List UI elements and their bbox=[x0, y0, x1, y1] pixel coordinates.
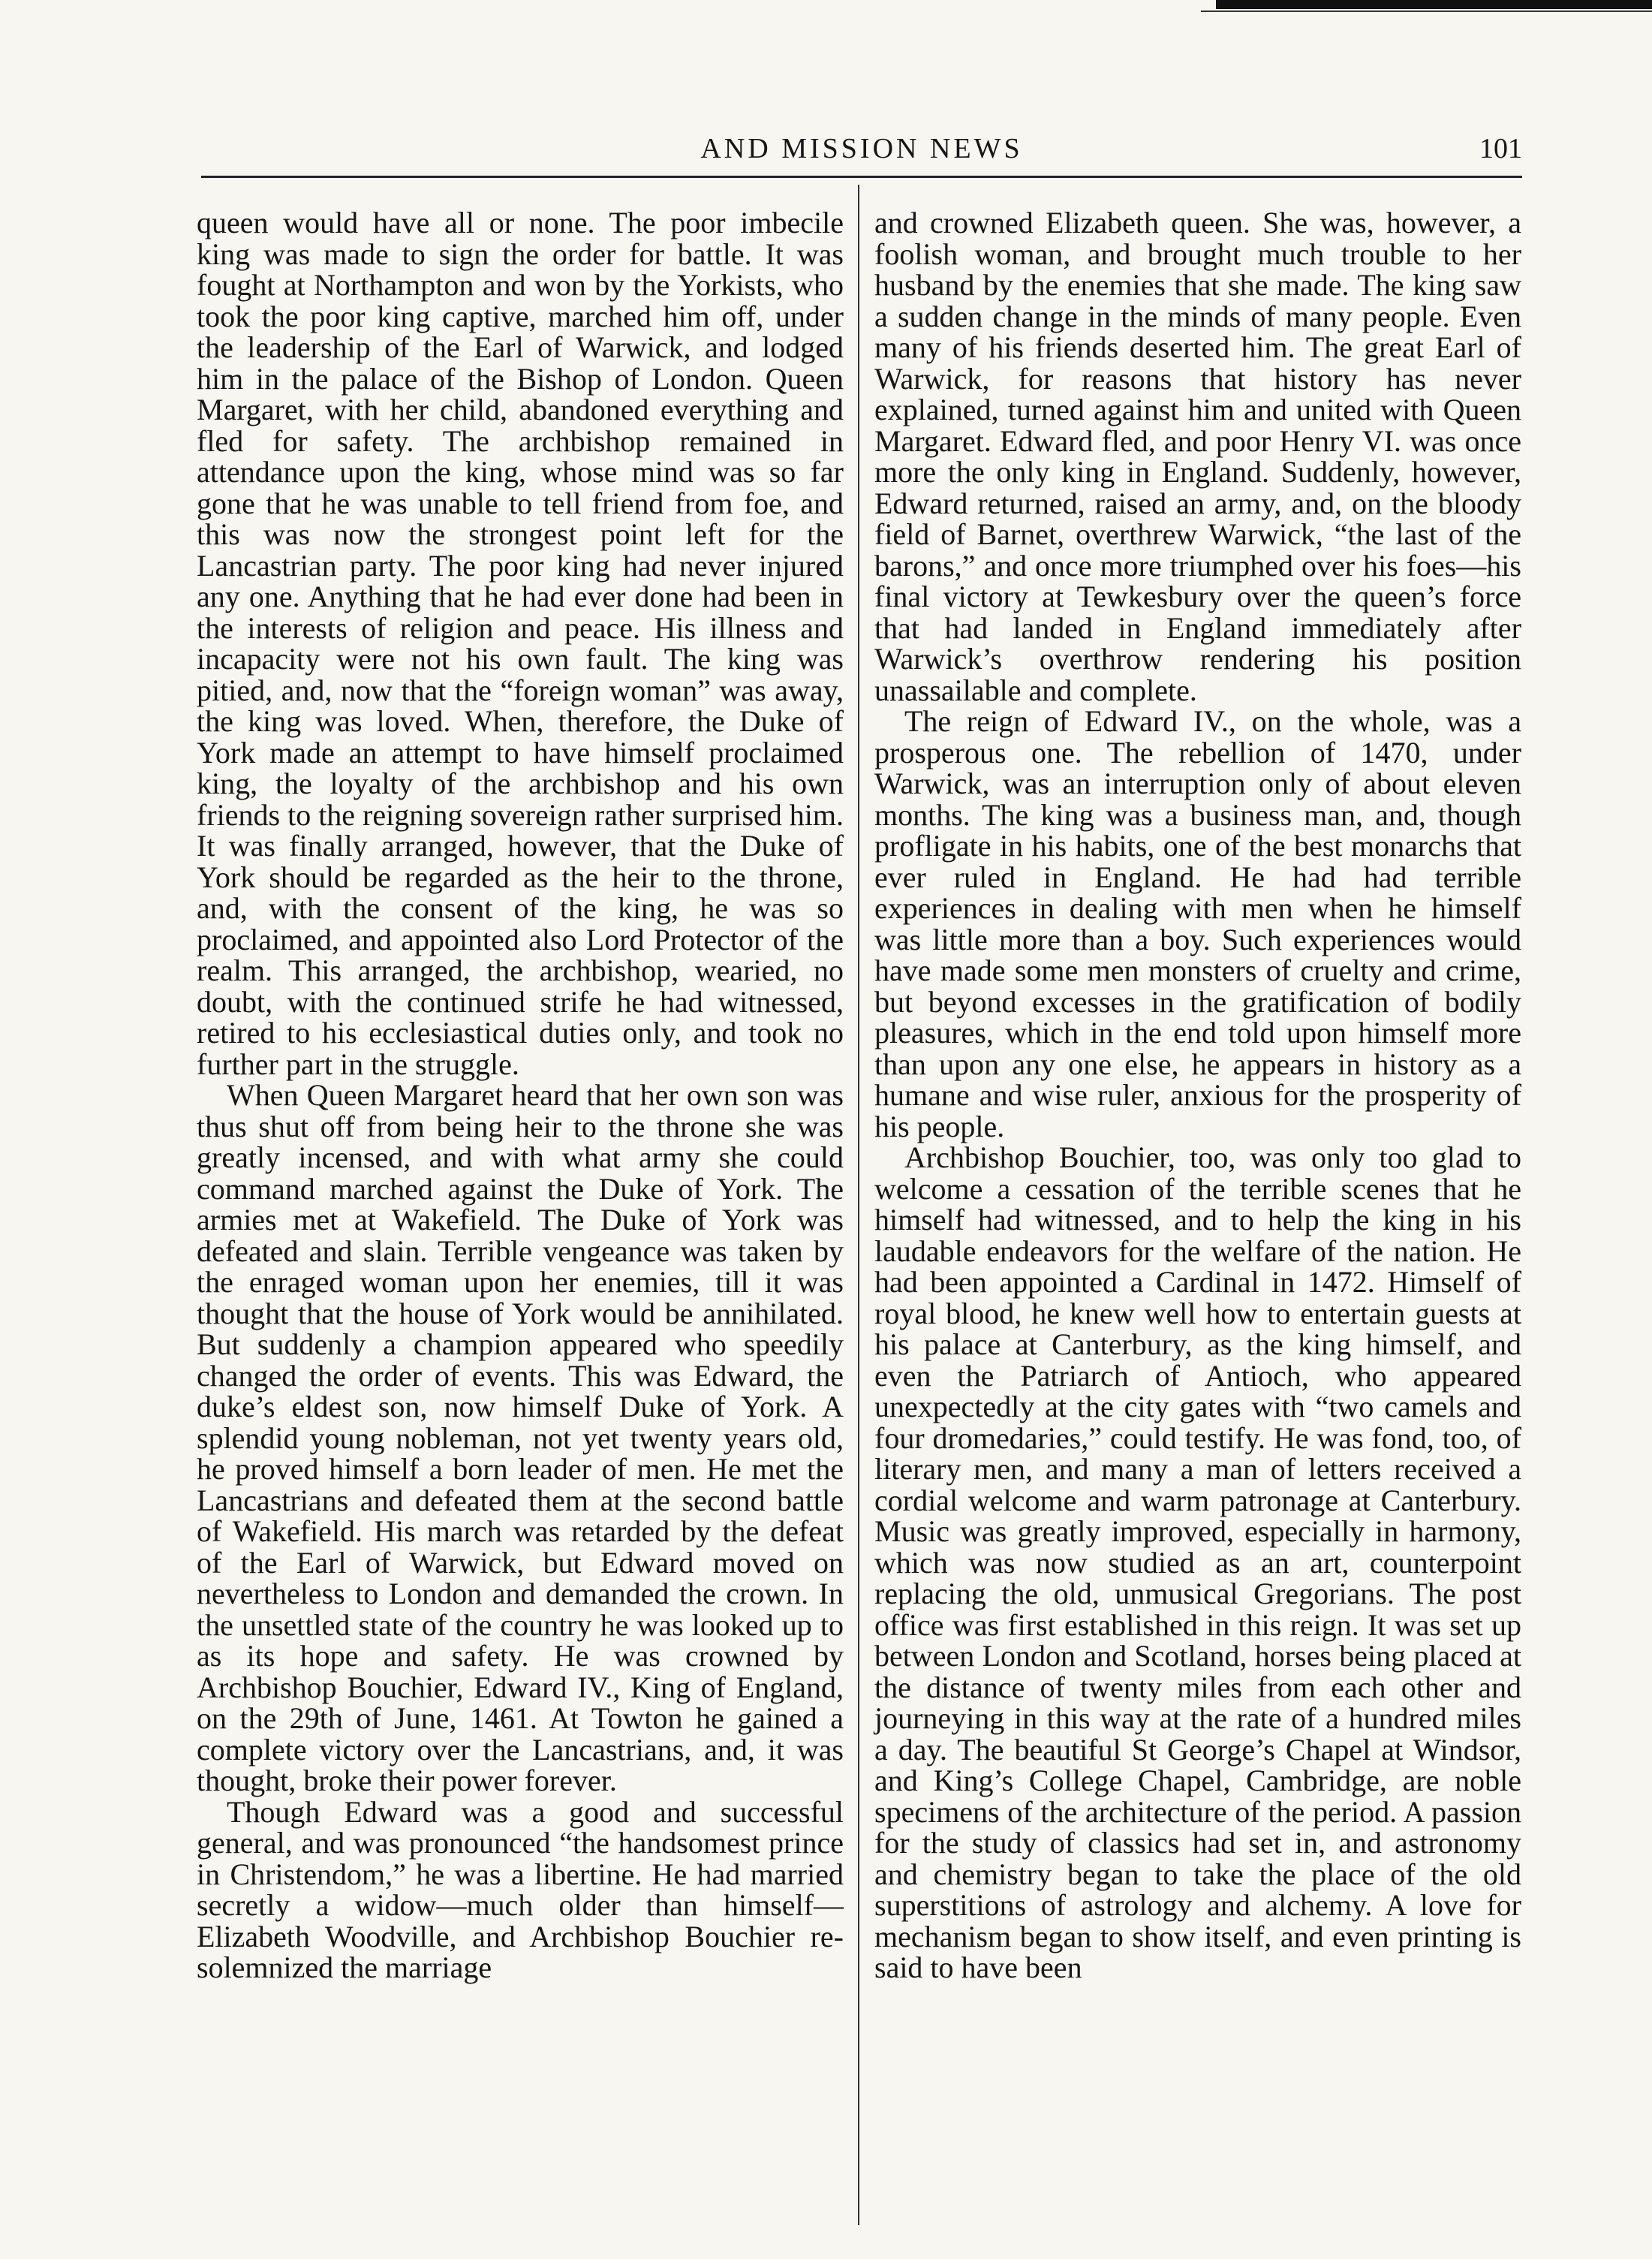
paragraph: The reign of Edward IV., on the whole, was a prosperous one. The rebellion of 1470, under Warwick, was an interruption only of about eleven months. The king was a business man, and, though profligate in his habits, one of the best monarchs that ever ruled in England. He had had terrible experiences in dealing with men when he himself was little more than a boy. Such experiences would have made some men monsters of cruelty and crime, but beyond excesses in the gratification of bodily pleasures, which in the end told upon himself more than upon any one else, he appears in history as a humane and wise ruler, anxious for the prosperity of his people. bbox=[874, 704, 1521, 1143]
paragraph: queen would have all or none. The poor imbecile king was made to sign the order for battle. It was fought at Northampton and won by the Yorkists, who took the poor king captive, marched him off, under the leadership of the Earl of Warwick, and lodged him in the palace of the Bishop of London. Queen Margaret, with her child, abandoned everything and fled for safety. The archbishop remained in attendance upon the king, whose mind was so far gone that he was unable to tell friend from foe, and this was now the strongest point left for the Lancastrian party. The poor king had never injured any one. Anything that he had ever done had been in the interests of religion and peace. His illness and incapacity were not his own fault. The king was pitied, and, now that the “foreign woman” was away, the king was loved. When, therefore, the Duke of York made an attempt to have himself proclaimed king, the loyalty of the archbishop and his own friends to the reigning sovereign rather surprised him. It was finally arranged, however, that the Duke of York should be regarded as the heir to the throne, and, with the consent of the king, he was so proclaimed, and appointed also Lord Protector of the realm. This arranged, the archbishop, wearied, no doubt, with the continued strife he had witnessed, retired to his ecclesiastical duties only, and took no further part in the struggle. bbox=[197, 206, 844, 1081]
paragraph: When Queen Margaret heard that her own son was thus shut off from being heir to the throne she was greatly incensed, and with what army she could command marched against the Duke of York. The armies met at Wakefield. The Duke of York was defeated and slain. Terrible vengeance was taken by the enraged woman upon her enemies, till it was thought that the house of York would be annihilated. But suddenly a champion appeared who speedily changed the order of events. This was Edward, the duke’s eldest son, now himself Duke of York. A splendid young nobleman, not yet twenty years old, he proved himself a born leader of men. He met the Lancastrians and defeated them at the second battle of Wakefield. His march was retarded by the defeat of the Earl of Warwick, but Edward moved on nevertheless to London and demanded the crown. In the unsettled state of the country he was looked up to as its hope and safety. He was crowned by Archbishop Bouchier, Edward IV., King of England, on the 29th of June, 1461. At Towton he gained a complete victory over the Lancastrians, and, it was thought, broke their power forever. bbox=[197, 1078, 844, 1797]
page-header bbox=[201, 126, 1522, 171]
paragraph: and crowned Elizabeth queen. She was, however, a foolish woman, and brought much trouble to her husband by the enemies that she made. The king saw a sudden change in the minds of many people. Even many of his friends deserted him. The great Earl of Warwick, for reasons that history has never explained, turned against him and united with Queen Margaret. Edward fled, and poor Henry VI. was once more the only king in England. Suddenly, however, Edward returned, raised an army, and, on the bloody field of Barnet, overthrew Warwick, “the last of the barons,” and once more triumphed over his foes—his final victory at Tewkesbury over the queen’s force that had landed in England immediately after Warwick’s overthrow rendering his position unassailable and complete. bbox=[874, 206, 1521, 707]
running-head: AND MISSION NEWS bbox=[700, 133, 1023, 164]
left-column bbox=[197, 207, 844, 1983]
paragraph: Though Edward was a good and successful general, and was pronounced “the handsomest prince in Christendom,” he was a libertine. He had married secretly a widow—much older than himself—Elizabeth Woodville, and Archbishop Bouchier re-solemnized the marriage bbox=[197, 1794, 844, 1984]
header-rule bbox=[201, 176, 1522, 178]
right-column bbox=[874, 207, 1521, 1983]
column-divider bbox=[858, 185, 859, 2225]
top-edge-rule bbox=[1216, 0, 1652, 9]
page-number: 101 bbox=[1479, 133, 1522, 164]
top-edge-thin-rule bbox=[1201, 11, 1652, 12]
paragraph: Archbishop Bouchier, too, was only too glad to welcome a cessation of the terrible scenes that he himself had witnessed, and to help the king in his laudable endeavors for the welfare of the nation. He had been appointed a Cardinal in 1472. Himself of royal blood, he knew well how to entertain guests at his palace at Canterbury, as the king himself, and even the Patriarch of Antioch, who appeared unexpectedly at the city gates with “two camels and four dromedaries,” could testify. He was fond, too, of literary men, and many a man of letters received a cordial welcome and warm patronage at Canterbury. Music was greatly improved, especially in harmony, which was now studied as an art, counterpoint replacing the old, unmusical Gregorians. The post office was first established in this reign. It was set up between London and Scotland, horses being placed at the distance of twenty miles from each other and journeying in this way at the rate of a hundred miles a day. The beautiful St George’s Chapel at Windsor, and King’s College Chapel, Cambridge, are noble specimens of the architecture of the period. A passion for the study of classics had set in, and astronomy and chemistry began to take the place of the old superstitions of astrology and alchemy. A love for mechanism began to show itself, and even printing is said to have been bbox=[874, 1140, 1521, 1984]
